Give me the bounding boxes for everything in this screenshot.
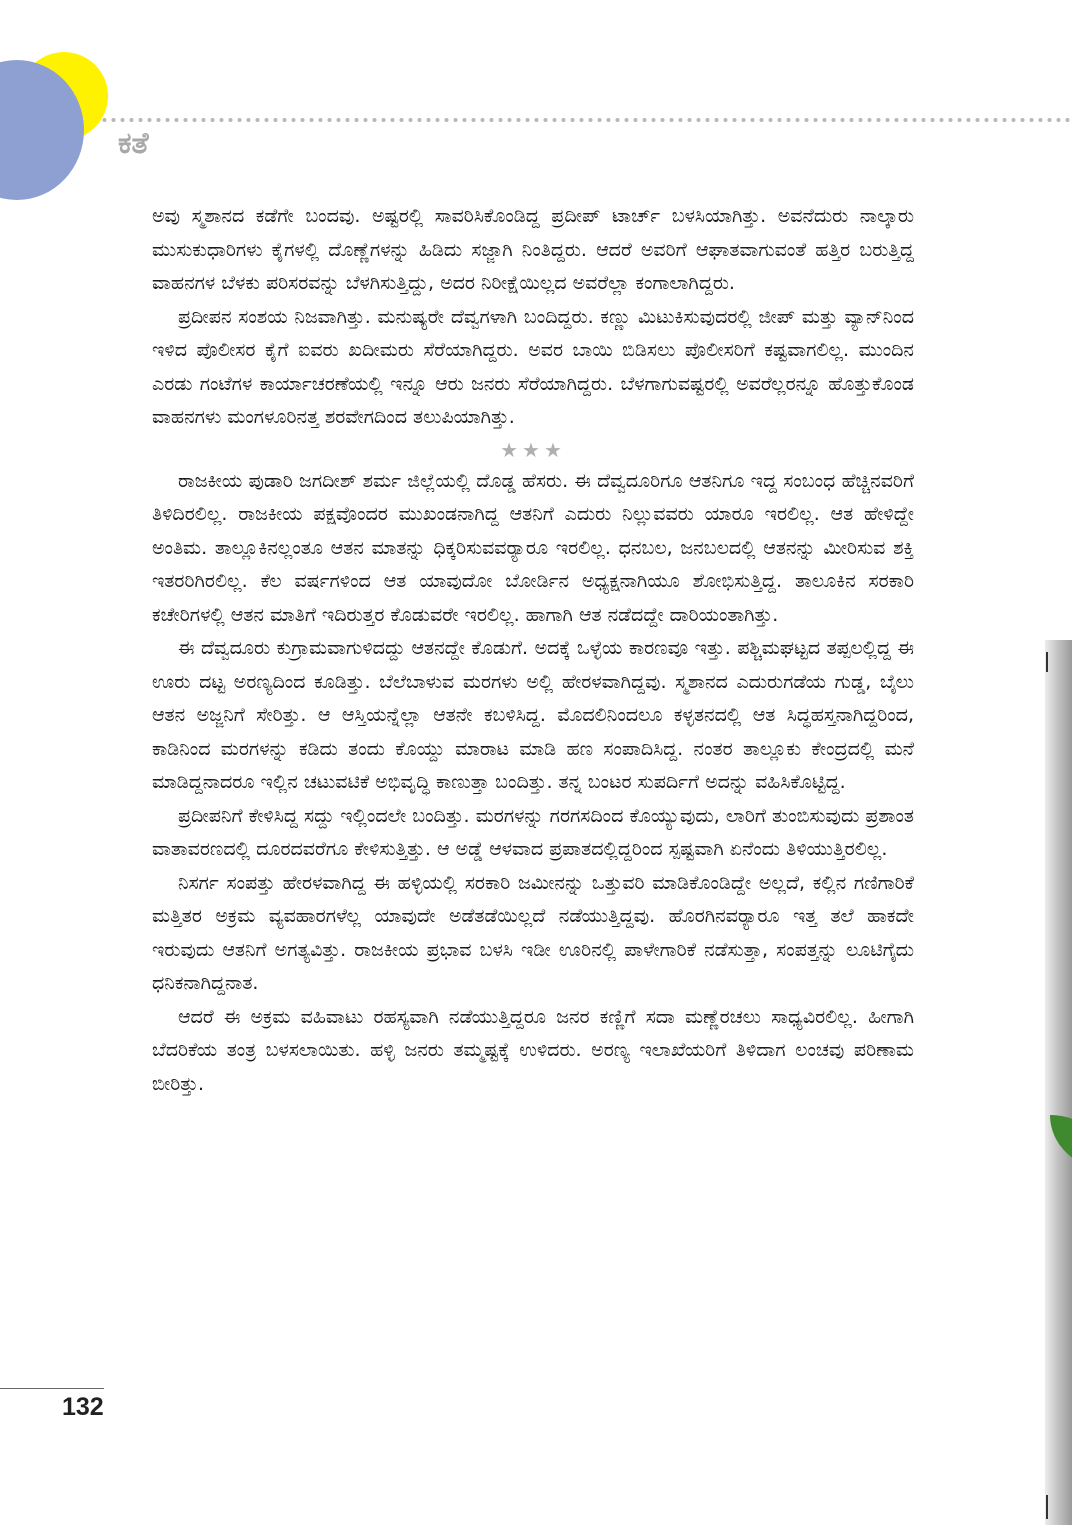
- section-separator: ★★★: [500, 437, 566, 462]
- edge-mark: [1046, 652, 1048, 672]
- paragraph: ಅವು ಸ್ಮಶಾನದ ಕಡೆಗೇ ಬಂದವು. ಅಷ್ಟರಲ್ಲಿ ಸಾವರಿಸಿಕೊಂಡಿದ್ದ ಪ್ರದೀಪ್ ಟಾರ್ಚ್ ಬಳಸಿಯಾಗಿತ್ತು. ಅವನೆದುರು ನಾಲ್ಕಾರು ಮುಸುಕುಧಾರಿಗಳು ಕೈಗಳಲ್ಲಿ ದೊಣ್ಣೆಗಳನ್ನು ಹಿಡಿದು ಸಜ್ಜಾಗಿ ನಿಂತಿದ್ದರು. ಆದರೆ ಅವರಿಗೆ ಆಘಾತವಾಗುವಂತೆ ಹತ್ತಿರ ಬರುತ್ತಿದ್ದ ವಾಹನಗಳ ಬೆಳಕು ಪರಿಸರವನ್ನು ಬೆಳಗಿಸುತ್ತಿದ್ದು, ಅದರ ನಿರೀಕ್ಷೆಯಿಲ್ಲದ ಅವರೆಲ್ಲಾ ಕಂಗಾಲಾಗಿದ್ದರು.: [152, 205, 914, 294]
- paragraph: ಆದರೆ ಈ ಅಕ್ರಮ ವಹಿವಾಟು ರಹಸ್ಯವಾಗಿ ನಡೆಯುತ್ತಿದ್ದರೂ ಜನರ ಕಣ್ಣಿಗೆ ಸದಾ ಮಣ್ಣೆರಚಲು ಸಾಧ್ಯವಿರಲಿಲ್ಲ. ಹೀಗಾಗಿ ಬೆದರಿಕೆಯ ತಂತ್ರ ಬಳಸಲಾಯಿತು. ಹಳ್ಳಿ ಜನರು ತಮ್ಮಷ್ಟಕ್ಕೆ ಉಳಿದರು. ಅರಣ್ಯ ಇಲಾಖೆಯರಿಗೆ ತಿಳಿದಾಗ ಲಂಚವು ಪರಿಣಾಮ ಬೀರಿತ್ತು.: [152, 1005, 914, 1095]
- paragraph: ಪ್ರದೀಪನ ಸಂಶಯ ನಿಜವಾಗಿತ್ತು. ಮನುಷ್ಯರೇ ದೆವ್ವಗಳಾಗಿ ಬಂದಿದ್ದರು. ಕಣ್ಣು ಮಿಟುಕಿಸುವುದರಲ್ಲಿ ಜೀಪ್ ಮತ್ತು ವ್ಯಾನ್‌ನಿಂದ ಇಳಿದ ಪೊಲೀಸರ ಕೈಗೆ ಐವರು ಖದೀಮರು ಸೆರೆಯಾಗಿದ್ದರು. ಅವರ ಬಾಯಿ ಬಿಡಿಸಲು ಪೊಲೀಸರಿಗೆ ಕಷ್ಟವಾಗಲಿಲ್ಲ. ಮುಂದಿನ ಎರಡು ಗಂಟೆಗಳ ಕಾರ್ಯಾಚರಣೆಯಲ್ಲಿ ಇನ್ನೂ ಆರು ಜನರು ಸೆರೆಯಾಗಿದ್ದರು. ಬೆಳಗಾಗುವಷ್ಟರಲ್ಲಿ ಅವರೆಲ್ಲರನ್ನೂ ಹೊತ್ತುಕೊಂಡ ವಾಹನಗಳು ಮಂಗಳೂರಿನತ್ತ ಶರವೇಗದಿಂದ ತಲುಪಿಯಾಗಿತ್ತು.: [152, 305, 914, 428]
- edge-mark: [1046, 1495, 1048, 1519]
- paragraph: ನಿಸರ್ಗ ಸಂಪತ್ತು ಹೇರಳವಾಗಿದ್ದ ಈ ಹಳ್ಳಿಯಲ್ಲಿ ಸರಕಾರಿ ಜಮೀನನ್ನು ಒತ್ತುವರಿ ಮಾಡಿಕೊಂಡಿದ್ದೇ ಅಲ್ಲದೆ, ಕಲ್ಲಿನ ಗಣಿಗಾರಿಕೆ ಮತ್ತಿತರ ಅಕ್ರಮ ವ್ಯವಹಾರಗಳೆಲ್ಲ ಯಾವುದೇ ಅಡೆತಡೆಯಿಲ್ಲದೆ ನಡೆಯುತ್ತಿದ್ದವು. ಹೊರಗಿನವರ್‍ಯಾರೂ ಇತ್ತ ತಲೆ ಹಾಕದೇ ಇರುವುದು ಆತನಿಗೆ ಅಗತ್ಯವಿತ್ತು. ರಾಜಕೀಯ ಪ್ರಭಾವ ಬಳಸಿ ಇಡೀ ಊರಿನಲ್ಲಿ ಪಾಳೇಗಾರಿಕೆ ನಡೆಸುತ್ತಾ, ಸಂಪತ್ತನ್ನು ಲೂಟಿಗೈದು ಧನಿಕನಾಗಿದ್ದನಾತ.: [152, 871, 914, 994]
- page-number: 132: [62, 1393, 104, 1421]
- paragraph: ರಾಜಕೀಯ ಪುಡಾರಿ ಜಗದೀಶ್ ಶರ್ಮ ಜಿಲ್ಲೆಯಲ್ಲಿ ದೊಡ್ಡ ಹೆಸರು. ಈ ದೆವ್ವದೂರಿಗೂ ಆತನಿಗೂ ಇದ್ದ ಸಂಬಂಧ ಹೆಚ್ಚಿನವರಿಗೆ ತಿಳಿದಿರಲಿಲ್ಲ. ರಾಜಕೀಯ ಪಕ್ಷವೊಂದರ ಮುಖಂಡನಾಗಿದ್ದ ಆತನಿಗೆ ಎದುರು ನಿಲ್ಲುವವರು ಯಾರೂ ಇರಲಿಲ್ಲ. ಆತ ಹೇಳಿದ್ದೇ ಅಂತಿಮ. ತಾಲ್ಲೂಕಿನಲ್ಲಂತೂ ಆತನ ಮಾತನ್ನು ಧಿಕ್ಕರಿಸುವವರ್‍ಯಾರೂ ಇರಲಿಲ್ಲ. ಧನಬಲ, ಜನಬಲದಲ್ಲಿ ಆತನನ್ನು ಮೀರಿಸುವ ಶಕ್ತಿ ಇತರರಿಗಿರಲಿಲ್ಲ. ಕೆಲ ವರ್ಷಗಳಿಂದ ಆತ ಯಾವುದೋ ಬೋರ್ಡಿನ ಅಧ್ಯಕ್ಷನಾಗಿಯೂ ಶೋಭಿಸುತ್ತಿದ್ದ. ತಾಲೂಕಿನ ಸರಕಾರಿ ಕಚೇರಿಗಳಲ್ಲಿ ಆತನ ಮಾತಿಗೆ ಇದಿರುತ್ತರ ಕೊಡುವರೇ ಇರಲಿಲ್ಲ. ಹಾಗಾಗಿ ಆತ ನಡೆದದ್ದೇ ದಾರಿಯಂತಾಗಿತ್ತು.: [152, 469, 914, 626]
- section-label: ಕತೆ: [118, 126, 149, 161]
- paragraph: ಪ್ರದೀಪನಿಗೆ ಕೇಳಿಸಿದ್ದ ಸದ್ದು ಇಲ್ಲಿಂದಲೇ ಬಂದಿತ್ತು. ಮರಗಳನ್ನು ಗರಗಸದಿಂದ ಕೊಯ್ಯುವುದು, ಲಾರಿಗೆ ತುಂಬಿಸುವುದು ಪ್ರಶಾಂತ ವಾತಾವರಣದಲ್ಲಿ ದೂರದವರೆಗೂ ಕೇಳಿಸುತ್ತಿತ್ತು. ಆ ಅಡ್ಡೆ ಆಳವಾದ ಪ್ರಪಾತದಲ್ಲಿದ್ದರಿಂದ ಸ್ಪಷ್ಟವಾಗಿ ಏನೆಂದು ತಿಳಿಯುತ್ತಿರಲಿಲ್ಲ.: [152, 804, 914, 860]
- page-edge-illustration: [1045, 640, 1072, 1525]
- paragraph: ಈ ದೆವ್ವದೂರು ಕುಗ್ರಾಮವಾಗುಳಿದದ್ದು ಆತನದ್ದೇ ಕೊಡುಗೆ. ಅದಕ್ಕೆ ಒಳ್ಳೆಯ ಕಾರಣವೂ ಇತ್ತು. ಪಶ್ಚಿಮಘಟ್ಟದ ತಪ್ಪಲಲ್ಲಿದ್ದ ಈ ಊರು ದಟ್ಟ ಅರಣ್ಯದಿಂದ ಕೂಡಿತ್ತು. ಬೆಲೆಬಾಳುವ ಮರಗಳು ಅಲ್ಲಿ ಹೇರಳವಾಗಿದ್ದವು. ಸ್ಮಶಾನದ ಎದುರುಗಡೆಯ ಗುಡ್ಡ, ಬೈಲು ಆತನ ಅಜ್ಜನಿಗೆ ಸೇರಿತ್ತು. ಆ ಆಸ್ತಿಯನ್ನೆಲ್ಲಾ ಆತನೇ ಕಬಳಿಸಿದ್ದ. ಮೊದಲಿನಿಂದಲೂ ಕಳ್ಳತನದಲ್ಲಿ ಆತ ಸಿದ್ಧಹಸ್ತನಾಗಿದ್ದರಿಂದ, ಕಾಡಿನಿಂದ ಮರಗಳನ್ನು ಕಡಿದು ತಂದು ಕೊಯ್ದು ಮಾರಾಟ ಮಾಡಿ ಹಣ ಸಂಪಾದಿಸಿದ್ದ. ನಂತರ ತಾಲ್ಲೂಕು ಕೇಂದ್ರದಲ್ಲಿ ಮನೆ ಮಾಡಿದ್ದನಾದರೂ ಇಲ್ಲಿನ ಚಟುವಟಿಕೆ ಅಭಿವೃದ್ಧಿ ಕಾಣುತ್ತಾ ಬಂದಿತ್ತು. ತನ್ನ ಬಂಟರ ಸುಪರ್ದಿಗೆ ಅದನ್ನು ವಹಿಸಿಕೊಟ್ಟಿದ್ದ.: [152, 637, 914, 793]
- footer-rule: [0, 1388, 104, 1389]
- dotted-header-rule: [100, 117, 1072, 123]
- story-text: [152, 200, 914, 1101]
